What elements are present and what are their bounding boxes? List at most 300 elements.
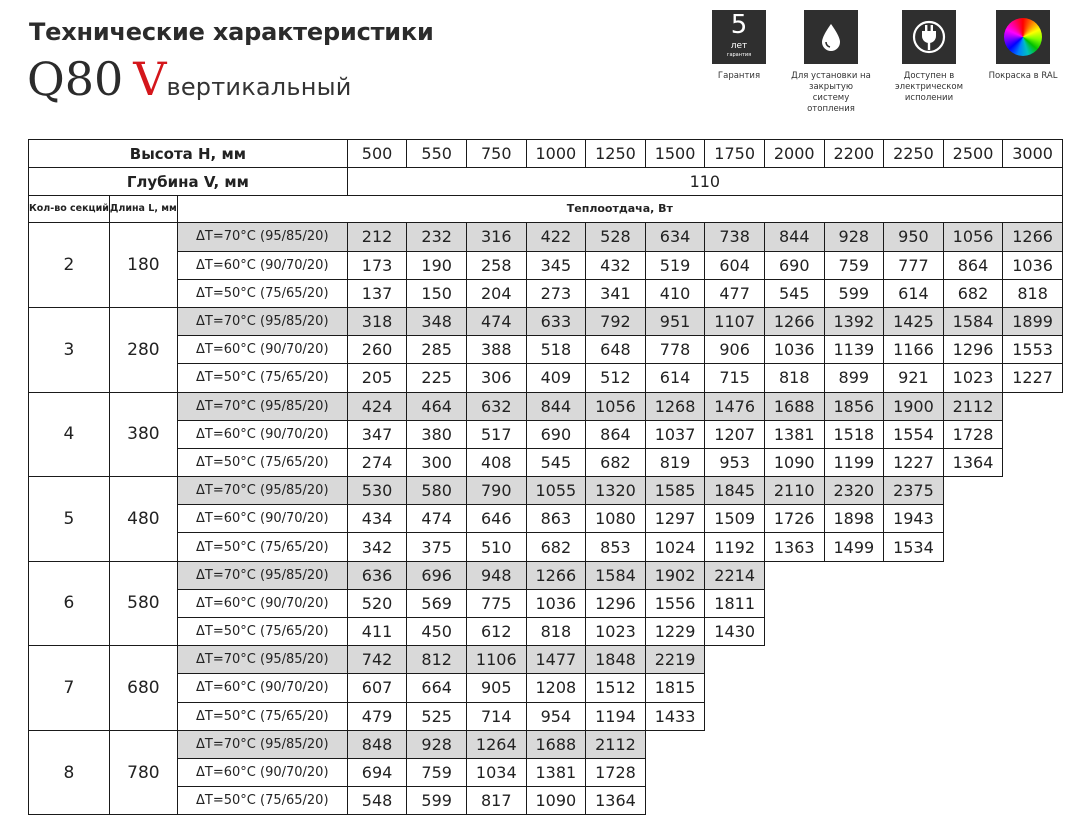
output-value: 1499: [824, 533, 884, 561]
output-value: 812: [407, 646, 467, 674]
output-value: 1090: [764, 448, 824, 476]
output-value: 1381: [526, 758, 586, 786]
output-value: 1518: [824, 420, 884, 448]
empty-cell: [943, 618, 1003, 646]
output-value: 790: [466, 477, 526, 505]
output-label: Теплоотдача, Вт: [177, 196, 1062, 223]
output-value: 1554: [884, 420, 944, 448]
output-value: 341: [586, 279, 646, 307]
empty-cell: [824, 646, 884, 674]
output-value: 1584: [943, 307, 1003, 335]
empty-cell: [705, 787, 765, 815]
output-value: 696: [407, 561, 467, 589]
condition-label: ΔT=50°C (75/65/20): [177, 533, 347, 561]
empty-cell: [824, 674, 884, 702]
empty-cell: [884, 674, 944, 702]
output-value: 778: [645, 336, 705, 364]
length-value: 480: [109, 477, 177, 562]
length-value: 580: [109, 561, 177, 646]
output-value: 150: [407, 279, 467, 307]
empty-cell: [943, 646, 1003, 674]
empty-cell: [884, 589, 944, 617]
output-value: 777: [884, 251, 944, 279]
output-value: 388: [466, 336, 526, 364]
output-value: 512: [586, 364, 646, 392]
table-row: [29, 589, 1063, 617]
output-value: 517: [466, 420, 526, 448]
output-value: 1898: [824, 505, 884, 533]
model-name: [27, 52, 352, 106]
output-value: 518: [526, 336, 586, 364]
output-value: 1037: [645, 420, 705, 448]
output-value: 464: [407, 392, 467, 420]
output-value: 848: [347, 730, 407, 758]
output-value: 1199: [824, 448, 884, 476]
empty-cell: [1003, 674, 1063, 702]
output-value: 1229: [645, 618, 705, 646]
ral-color-wheel-icon: [996, 10, 1050, 64]
output-value: 1534: [884, 533, 944, 561]
table-row: [29, 505, 1063, 533]
output-value: 548: [347, 787, 407, 815]
condition-label: ΔT=60°C (90/70/20): [177, 420, 347, 448]
output-value: 817: [466, 787, 526, 815]
output-value: 1430: [705, 618, 765, 646]
empty-cell: [943, 702, 1003, 730]
output-value: 1728: [586, 758, 646, 786]
output-value: 1264: [466, 730, 526, 758]
output-value: 1297: [645, 505, 705, 533]
sections-value: 8: [29, 730, 110, 815]
height-value: 1750: [705, 140, 765, 168]
height-label: Высота H, мм: [29, 140, 348, 168]
output-value: 1166: [884, 336, 944, 364]
empty-cell: [884, 787, 944, 815]
table-row: [29, 674, 1063, 702]
output-value: 844: [526, 392, 586, 420]
spec-table: [28, 139, 1063, 815]
output-value: 306: [466, 364, 526, 392]
output-value: 819: [645, 448, 705, 476]
length-label: Длина L, мм: [109, 196, 177, 223]
output-value: 2375: [884, 477, 944, 505]
empty-cell: [764, 702, 824, 730]
condition-label: ΔT=50°C (75/65/20): [177, 618, 347, 646]
output-value: 1080: [586, 505, 646, 533]
output-value: 633: [526, 307, 586, 335]
output-value: 759: [824, 251, 884, 279]
condition-label: ΔT=50°C (75/65/20): [177, 364, 347, 392]
table-row: [29, 420, 1063, 448]
height-value: 500: [347, 140, 407, 168]
output-value: 1553: [1003, 336, 1063, 364]
empty-cell: [943, 787, 1003, 815]
table-row: [29, 730, 1063, 758]
output-value: 204: [466, 279, 526, 307]
warranty-5-years-icon: 5 лет гарантия: [712, 10, 766, 64]
output-value: 510: [466, 533, 526, 561]
output-value: 1192: [705, 533, 765, 561]
empty-cell: [1003, 420, 1063, 448]
output-value: 742: [347, 646, 407, 674]
output-value: 232: [407, 223, 467, 251]
electric-plug-icon: [902, 10, 956, 64]
output-value: 1811: [705, 589, 765, 617]
output-value: 607: [347, 674, 407, 702]
output-value: 1266: [764, 307, 824, 335]
output-value: 424: [347, 392, 407, 420]
output-value: 599: [824, 279, 884, 307]
condition-label: ΔT=50°C (75/65/20): [177, 702, 347, 730]
output-value: 1477: [526, 646, 586, 674]
output-value: 648: [586, 336, 646, 364]
output-value: 928: [407, 730, 467, 758]
output-value: 950: [884, 223, 944, 251]
output-value: 1392: [824, 307, 884, 335]
empty-cell: [824, 758, 884, 786]
output-value: 409: [526, 364, 586, 392]
output-value: 273: [526, 279, 586, 307]
output-value: 1107: [705, 307, 765, 335]
output-value: 260: [347, 336, 407, 364]
empty-cell: [764, 618, 824, 646]
sections-value: 3: [29, 307, 110, 392]
sections-value: 6: [29, 561, 110, 646]
output-value: 1848: [586, 646, 646, 674]
warranty-badge: [698, 10, 780, 82]
output-value: 1433: [645, 702, 705, 730]
condition-label: ΔT=60°C (90/70/20): [177, 589, 347, 617]
output-value: 905: [466, 674, 526, 702]
condition-label: ΔT=70°C (95/85/20): [177, 307, 347, 335]
empty-cell: [705, 730, 765, 758]
condition-label: ΔT=70°C (95/85/20): [177, 646, 347, 674]
water-drop-icon: [804, 10, 858, 64]
output-value: 738: [705, 223, 765, 251]
table-row: [29, 758, 1063, 786]
output-value: 274: [347, 448, 407, 476]
output-value: 921: [884, 364, 944, 392]
output-value: 634: [645, 223, 705, 251]
output-value: 954: [526, 702, 586, 730]
model-letter: V: [133, 52, 167, 106]
output-value: 450: [407, 618, 467, 646]
badge-caption: Для установки на закрытую систему отопления: [791, 71, 871, 114]
output-value: 1024: [645, 533, 705, 561]
height-value: 1500: [645, 140, 705, 168]
badge-caption: Гарантия: [717, 71, 761, 81]
depth-value: 110: [347, 168, 1062, 196]
output-value: 342: [347, 533, 407, 561]
length-value: 780: [109, 730, 177, 815]
table-row: [29, 448, 1063, 476]
condition-label: ΔT=50°C (75/65/20): [177, 279, 347, 307]
output-value: 1266: [1003, 223, 1063, 251]
condition-label: ΔT=70°C (95/85/20): [177, 223, 347, 251]
output-value: 316: [466, 223, 526, 251]
condition-label: ΔT=70°C (95/85/20): [177, 561, 347, 589]
output-value: 530: [347, 477, 407, 505]
empty-cell: [1003, 561, 1063, 589]
output-value: 818: [526, 618, 586, 646]
output-value: 2214: [705, 561, 765, 589]
depth-label: Глубина V, мм: [29, 168, 348, 196]
output-value: 1900: [884, 392, 944, 420]
output-value: 1266: [526, 561, 586, 589]
output-value: 682: [526, 533, 586, 561]
sections-value: 7: [29, 646, 110, 731]
empty-cell: [884, 702, 944, 730]
output-value: 479: [347, 702, 407, 730]
empty-cell: [1003, 787, 1063, 815]
output-value: 205: [347, 364, 407, 392]
empty-cell: [943, 477, 1003, 505]
output-value: 1856: [824, 392, 884, 420]
output-value: 1227: [884, 448, 944, 476]
output-value: 1227: [1003, 364, 1063, 392]
empty-cell: [1003, 646, 1063, 674]
output-value: 1036: [526, 589, 586, 617]
output-value: 375: [407, 533, 467, 561]
output-value: 348: [407, 307, 467, 335]
height-value: 550: [407, 140, 467, 168]
empty-cell: [884, 730, 944, 758]
condition-label: ΔT=70°C (95/85/20): [177, 730, 347, 758]
output-value: 646: [466, 505, 526, 533]
output-value: 1688: [526, 730, 586, 758]
output-value: 818: [1003, 279, 1063, 307]
output-value: 818: [764, 364, 824, 392]
output-value: 520: [347, 589, 407, 617]
output-value: 1943: [884, 505, 944, 533]
table-row: [29, 618, 1063, 646]
output-value: 604: [705, 251, 765, 279]
output-value: 1023: [943, 364, 1003, 392]
table-row: [29, 364, 1063, 392]
output-value: 759: [407, 758, 467, 786]
output-value: 775: [466, 589, 526, 617]
sections-value: 5: [29, 477, 110, 562]
condition-label: ΔT=70°C (95/85/20): [177, 392, 347, 420]
condition-label: ΔT=60°C (90/70/20): [177, 251, 347, 279]
output-value: 1296: [586, 589, 646, 617]
empty-cell: [645, 787, 705, 815]
output-value: 300: [407, 448, 467, 476]
output-value: 612: [466, 618, 526, 646]
empty-cell: [645, 758, 705, 786]
output-value: 1036: [764, 336, 824, 364]
output-value: 2112: [943, 392, 1003, 420]
empty-cell: [884, 618, 944, 646]
empty-cell: [943, 561, 1003, 589]
output-value: 474: [466, 307, 526, 335]
condition-label: ΔT=60°C (90/70/20): [177, 758, 347, 786]
output-value: 1139: [824, 336, 884, 364]
empty-cell: [705, 702, 765, 730]
empty-cell: [705, 758, 765, 786]
table-row: [29, 223, 1063, 251]
output-value: 1845: [705, 477, 765, 505]
output-value: 792: [586, 307, 646, 335]
empty-cell: [705, 646, 765, 674]
table-row: [29, 787, 1063, 815]
empty-cell: [764, 758, 824, 786]
length-value: 180: [109, 223, 177, 308]
badge-caption: Покраска в RAL: [988, 71, 1058, 81]
output-value: 636: [347, 561, 407, 589]
output-value: 1034: [466, 758, 526, 786]
output-value: 1320: [586, 477, 646, 505]
output-value: 715: [705, 364, 765, 392]
output-value: 664: [407, 674, 467, 702]
output-value: 1381: [764, 420, 824, 448]
height-value: 750: [466, 140, 526, 168]
badge-caption: Доступен в электрическом исполении: [894, 71, 963, 103]
output-value: 948: [466, 561, 526, 589]
output-value: 863: [526, 505, 586, 533]
output-value: 408: [466, 448, 526, 476]
output-value: 1726: [764, 505, 824, 533]
empty-cell: [764, 561, 824, 589]
output-value: 258: [466, 251, 526, 279]
output-value: 422: [526, 223, 586, 251]
page-title: Технические характеристики: [29, 18, 434, 46]
output-value: 137: [347, 279, 407, 307]
output-value: 1268: [645, 392, 705, 420]
output-value: 864: [943, 251, 1003, 279]
empty-cell: [943, 533, 1003, 561]
output-value: 347: [347, 420, 407, 448]
output-value: 2219: [645, 646, 705, 674]
subheader-row: [29, 196, 1063, 223]
output-value: 528: [586, 223, 646, 251]
output-value: 906: [705, 336, 765, 364]
output-value: 173: [347, 251, 407, 279]
empty-cell: [1003, 730, 1063, 758]
empty-cell: [1003, 589, 1063, 617]
height-value: 2250: [884, 140, 944, 168]
empty-cell: [884, 758, 944, 786]
output-value: 411: [347, 618, 407, 646]
table-row: [29, 561, 1063, 589]
condition-label: ΔT=70°C (95/85/20): [177, 477, 347, 505]
ral-badge: [982, 10, 1064, 82]
empty-cell: [1003, 505, 1063, 533]
length-value: 680: [109, 646, 177, 731]
output-value: 1208: [526, 674, 586, 702]
empty-cell: [645, 730, 705, 758]
empty-cell: [1003, 702, 1063, 730]
output-value: 580: [407, 477, 467, 505]
output-value: 525: [407, 702, 467, 730]
output-value: 682: [586, 448, 646, 476]
height-value: 1000: [526, 140, 586, 168]
output-value: 682: [943, 279, 1003, 307]
model-code: Q80: [27, 52, 124, 106]
output-value: 225: [407, 364, 467, 392]
empty-cell: [1003, 477, 1063, 505]
empty-cell: [884, 561, 944, 589]
output-value: 285: [407, 336, 467, 364]
table-row: [29, 646, 1063, 674]
output-value: 2110: [764, 477, 824, 505]
empty-cell: [764, 589, 824, 617]
condition-label: ΔT=60°C (90/70/20): [177, 336, 347, 364]
output-value: 474: [407, 505, 467, 533]
output-value: 1296: [943, 336, 1003, 364]
height-row: [29, 140, 1063, 168]
output-value: 714: [466, 702, 526, 730]
height-value: 2200: [824, 140, 884, 168]
output-value: 864: [586, 420, 646, 448]
output-value: 1194: [586, 702, 646, 730]
empty-cell: [1003, 392, 1063, 420]
output-value: 694: [347, 758, 407, 786]
empty-cell: [824, 589, 884, 617]
model-suffix: вертикальный: [166, 73, 352, 101]
output-value: 1364: [943, 448, 1003, 476]
output-value: 690: [526, 420, 586, 448]
output-value: 614: [884, 279, 944, 307]
output-value: 318: [347, 307, 407, 335]
length-value: 380: [109, 392, 177, 477]
height-value: 2000: [764, 140, 824, 168]
output-value: 1036: [1003, 251, 1063, 279]
output-value: 1688: [764, 392, 824, 420]
output-value: 569: [407, 589, 467, 617]
output-value: 1902: [645, 561, 705, 589]
empty-cell: [884, 646, 944, 674]
sections-label: Кол-во секций: [29, 196, 110, 223]
output-value: 953: [705, 448, 765, 476]
empty-cell: [943, 674, 1003, 702]
output-value: 951: [645, 307, 705, 335]
electric-badge: [888, 10, 970, 104]
output-value: 1815: [645, 674, 705, 702]
output-value: 899: [824, 364, 884, 392]
output-value: 345: [526, 251, 586, 279]
output-value: 1090: [526, 787, 586, 815]
output-value: 545: [764, 279, 824, 307]
output-value: 434: [347, 505, 407, 533]
empty-cell: [1003, 533, 1063, 561]
table-row: [29, 336, 1063, 364]
empty-cell: [943, 730, 1003, 758]
output-value: 1055: [526, 477, 586, 505]
output-value: 1106: [466, 646, 526, 674]
empty-cell: [824, 730, 884, 758]
empty-cell: [943, 589, 1003, 617]
empty-cell: [1003, 758, 1063, 786]
condition-label: ΔT=60°C (90/70/20): [177, 505, 347, 533]
output-value: 380: [407, 420, 467, 448]
output-value: 477: [705, 279, 765, 307]
closed-system-badge: [790, 10, 872, 115]
table-row: [29, 477, 1063, 505]
output-value: 1363: [764, 533, 824, 561]
output-value: 1585: [645, 477, 705, 505]
output-value: 1056: [943, 223, 1003, 251]
empty-cell: [943, 758, 1003, 786]
output-value: 1207: [705, 420, 765, 448]
output-value: 1584: [586, 561, 646, 589]
length-value: 280: [109, 307, 177, 392]
empty-cell: [824, 618, 884, 646]
table-row: [29, 392, 1063, 420]
output-value: 1476: [705, 392, 765, 420]
sections-value: 2: [29, 223, 110, 308]
empty-cell: [764, 646, 824, 674]
